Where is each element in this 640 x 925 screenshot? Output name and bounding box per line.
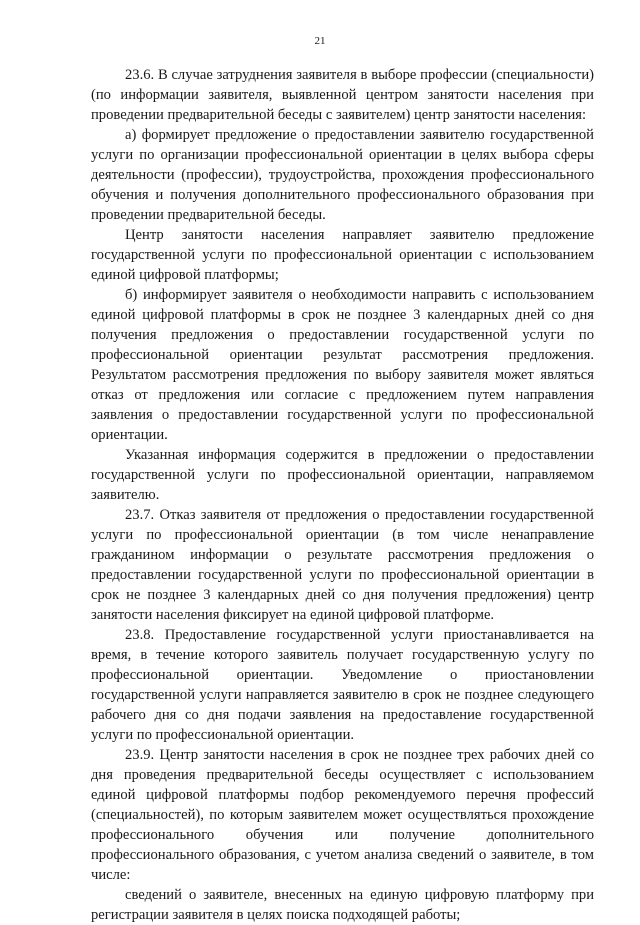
paragraph-23-8: 23.8. Предоставление государственной услуги приостанавливается на время, в течение которого заявитель получает государственную услугу по профессиональной ориентации. Уведомление о приостановлении государственной услуги направляется заявителю в срок не позднее следующего рабочего дня со дня подачи заявления на предоставление государственной услуги по профессиональной ориентации. bbox=[91, 627, 594, 743]
page-number: 21 bbox=[314, 35, 326, 47]
paragraph-23-6: 23.6. В случае затруднения заявителя в выборе профессии (специальности) (по информации заявителя, выявленной центром занятости населения при проведении предварительной беседы с заявителем) центр занятости населения: bbox=[91, 67, 594, 123]
paragraph-item-b: б) информирует заявителя о необходимости направить с использованием единой цифровой платформы в срок не позднее 3 календарных дней со дня получения предложения о предоставлении государственной услуги по профессиональной ориентации результат рассмотрения предложения. Результатом рассмотрения предложения по выбору заявителя может являться отказ от предложения или согласие с предложением путем направления заявления о предоставлении государственной услуги по профессиональной ориентации. bbox=[91, 287, 594, 443]
paragraph-info-contained: Указанная информация содержится в предложении о предоставлении государственной услуги по профессиональной ориентации, направляемом заявителю. bbox=[91, 447, 594, 503]
document-body bbox=[91, 65, 594, 925]
paragraph-23-7: 23.7. Отказ заявителя от предложения о предоставлении государственной услуги по профессиональной ориентации (в том числе ненаправление гражданином информации о результате рассмотрения предложения о предоставлении государственной услуги по профессиональной ориентации в срок не позднее 3 календарных дней со дня получения предложения) центр занятости населения фиксирует на единой цифровой платформе. bbox=[91, 507, 594, 623]
paragraph-applicant-info: сведений о заявителе, внесенных на единую цифровую платформу при регистрации заявителя в целях поиска подходящей работы; bbox=[91, 887, 594, 923]
paragraph-item-a: а) формирует предложение о предоставлении заявителю государственной услуги по организации профессиональной ориентации в целях выбора сферы деятельности (профессии), трудоустройства, прохождения профессионального обучения и получения дополнительного профессионального образования при проведении предварительной беседы. bbox=[91, 127, 594, 223]
paragraph-23-9: 23.9. Центр занятости населения в срок не позднее трех рабочих дней со дня проведения предварительной беседы осуществляет с использованием единой цифровой платформы подбор рекомендуемого перечня профессий (специальностей), по которым заявителем может осуществляться прохождение профессионального обучения или получение дополнительного профессионального образования, с учетом анализа сведений о заявителе, в том числе: bbox=[91, 747, 594, 883]
paragraph-center-sends-offer: Центр занятости населения направляет заявителю предложение государственной услуги по профессиональной ориентации с использованием единой цифровой платформы; bbox=[91, 227, 594, 283]
